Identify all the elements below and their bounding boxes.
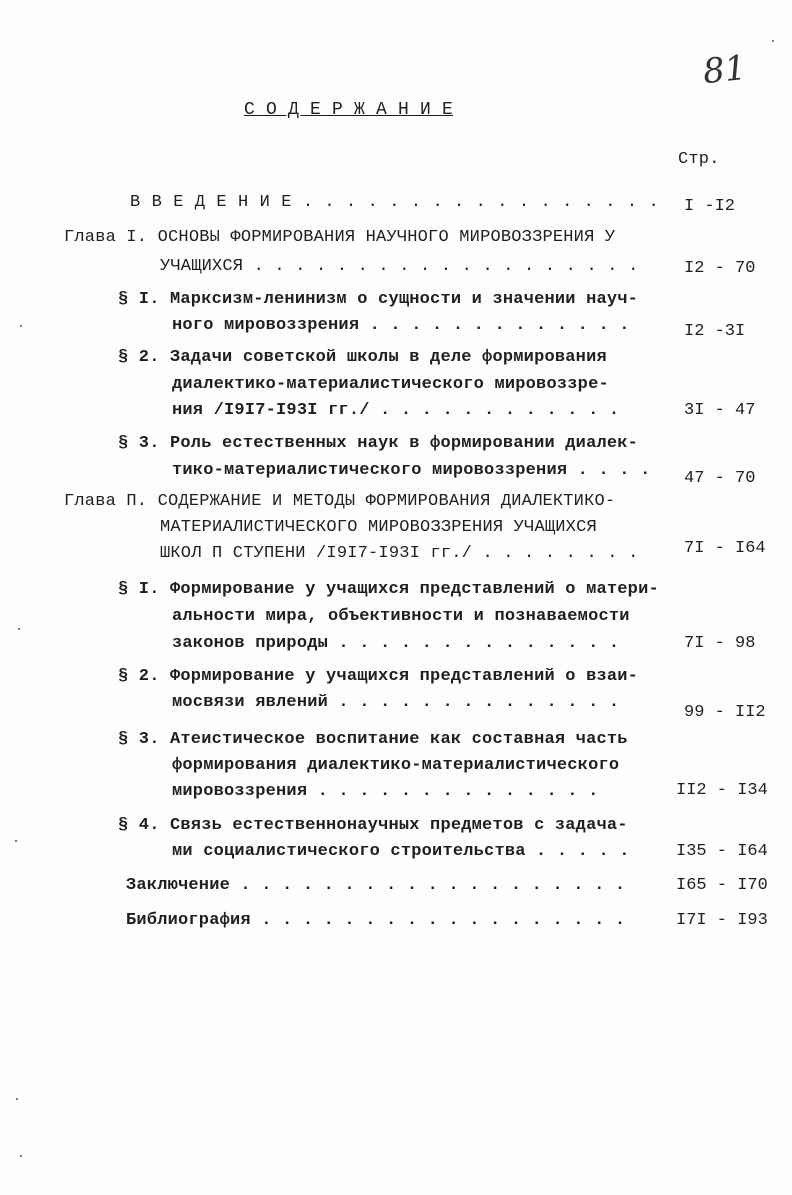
toc-section-2-4-cont: ми социалистического строительства . . . . . <box>172 842 630 861</box>
toc-section-1-2-cont: диалектико-материалистического мировоззре- <box>172 375 609 394</box>
toc-chapter-2-pages: 7I - I64 <box>684 539 766 558</box>
toc-section-1-3: § 3. Роль естественных наук в формировании диалек- <box>118 434 639 453</box>
scan-speck <box>15 840 17 842</box>
scan-speck <box>16 1098 18 1100</box>
handwritten-page-number: 81 <box>701 47 749 93</box>
toc-bibliography-pages: I7I - I93 <box>676 911 768 930</box>
toc-section-2-1-cont2: законов природы . . . . . . . . . . . . . . <box>172 634 620 653</box>
toc-section-2-1: § I. Формирование у учащихся представлений о матери- <box>118 580 659 599</box>
toc-bibliography: Библиография . . . . . . . . . . . . . . . . . . <box>126 911 626 930</box>
toc-section-1-1-cont: ного мировоззрения . . . . . . . . . . . . . <box>172 316 630 335</box>
toc-section-1-2-cont2: ния /I9I7-I93I гг./ . . . . . . . . . . . . <box>172 401 620 420</box>
toc-section-2-3-pages: II2 - I34 <box>676 781 768 800</box>
toc-section-1-3-cont: тико-материалистического мировоззрения . . . . <box>172 461 651 480</box>
toc-section-1-1-pages: I2 -3I <box>684 322 746 341</box>
page-title: С О Д Е Р Ж А Н И Е <box>244 100 454 120</box>
toc-section-2-4-pages: I35 - I64 <box>676 842 768 861</box>
scan-speck <box>20 1155 22 1157</box>
toc-chapter-2-title-cont2: ШКОЛ П СТУПЕНИ /I9I7-I93I гг./ . . . . . . . . <box>160 544 639 563</box>
toc-intro: В В Е Д Е Н И Е . . . . . . . . . . . . . . . . . <box>130 193 660 212</box>
toc-section-2-3-cont: формирования диалектико-материалистического <box>172 756 620 775</box>
toc-section-2-3-cont2: мировоззрения . . . . . . . . . . . . . . <box>172 782 599 801</box>
toc-section-1-2: § 2. Задачи советской школы в деле формирования <box>118 348 607 367</box>
scan-speck <box>20 325 22 327</box>
toc-chapter-2-title-cont: МАТЕРИАЛИСТИЧЕСКОГО МИРОВОЗЗРЕНИЯ УЧАЩИХСЯ <box>160 518 597 537</box>
toc-section-2-3: § 3. Атеистическое воспитание как составная часть <box>118 730 628 749</box>
toc-chapter-1-pages: I2 - 70 <box>684 259 756 278</box>
toc-conclusion: Заключение . . . . . . . . . . . . . . . . . . . <box>126 876 626 895</box>
toc-section-2-4: § 4. Связь естественнонаучных предметов с задача- <box>118 816 628 835</box>
toc-chapter-1-title-cont: УЧАЩИХСЯ . . . . . . . . . . . . . . . . . . . <box>160 257 639 276</box>
toc-intro-pages: I -I2 <box>684 197 736 216</box>
toc-section-1-3-pages: 47 - 70 <box>684 469 756 488</box>
toc-section-2-2-pages: 99 - II2 <box>684 703 766 722</box>
toc-chapter-1-title: Глава I. ОСНОВЫ ФОРМИРОВАНИЯ НАУЧНОГО МИРОВОЗЗРЕНИЯ У <box>64 228 616 247</box>
scan-speck <box>772 40 774 42</box>
toc-section-2-1-pages: 7I - 98 <box>684 634 756 653</box>
toc-conclusion-pages: I65 - I70 <box>676 876 768 895</box>
toc-chapter-2-title: Глава П. СОДЕРЖАНИЕ И МЕТОДЫ ФОРМИРОВАНИЯ ДИАЛЕКТИКО- <box>64 492 616 511</box>
toc-section-2-1-cont: альности мира, объективности и познаваемости <box>172 607 630 626</box>
page-column-header: Стр. <box>678 150 720 169</box>
toc-section-1-1: § I. Марксизм-ленинизм о сущности и значении науч- <box>118 290 639 309</box>
toc-section-2-2-cont: мосвязи явлений . . . . . . . . . . . . . . <box>172 693 620 712</box>
toc-section-1-2-pages: 3I - 47 <box>684 401 756 420</box>
toc-section-2-2: § 2. Формирование у учащихся представлений о взаи- <box>118 667 639 686</box>
scan-speck <box>18 628 20 630</box>
